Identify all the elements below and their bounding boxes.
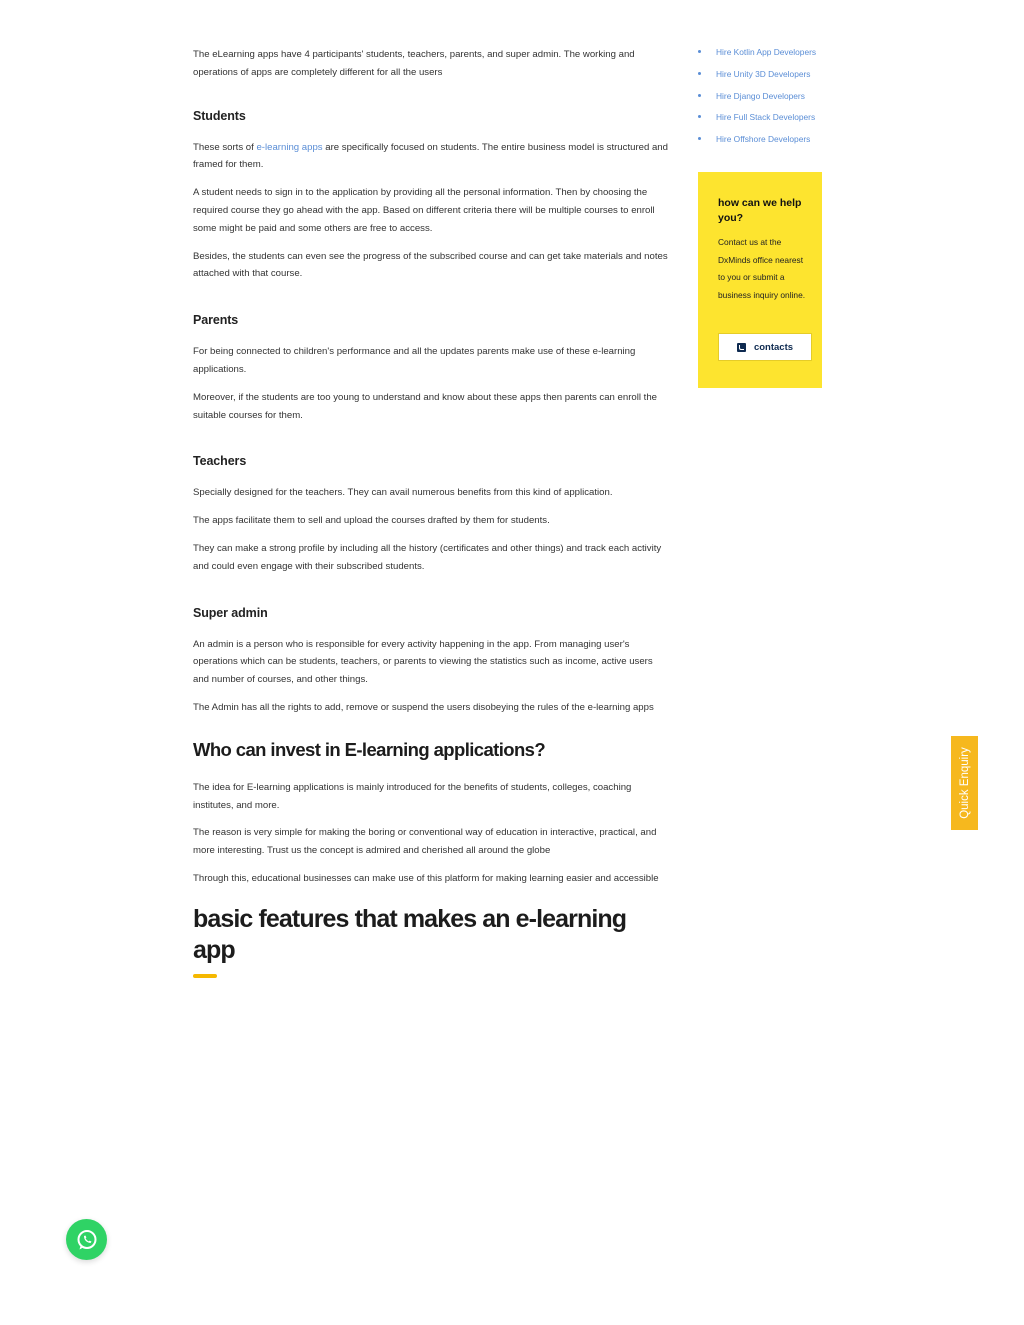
students-heading: Students — [193, 108, 246, 123]
sidebar-link-offshore[interactable]: Hire Offshore Developers — [698, 133, 824, 145]
invest-paragraph-3: Through this, educational businesses can make use of this platform for making learning easier and accessible — [193, 872, 659, 884]
contacts-button-label: contacts — [753, 341, 794, 353]
students-paragraph-1 — [193, 139, 668, 175]
help-text: Contact us at the DxMinds office nearest to you or submit a business inquiry online. — [718, 237, 806, 300]
phone-book-icon — [737, 343, 746, 352]
students-p1-text-after: are specifically focused on students. The entire business model is structured and framed for them. — [193, 141, 668, 171]
sidebar-link-django[interactable]: Hire Django Developers — [698, 90, 824, 102]
heading-underline — [193, 974, 217, 978]
intro-paragraph: The eLearning apps have 4 participants' students, teachers, parents, and super admin. The working and operations of apps are completely different for all the users — [193, 49, 635, 78]
whatsapp-button[interactable] — [66, 1219, 107, 1260]
sidebar — [698, 46, 824, 353]
help-title: how can we help you? — [718, 197, 802, 224]
hire-links-list — [698, 46, 824, 145]
super-admin-paragraph-2: The Admin has all the rights to add, remove or suspend the users disobeying the rules of the e-learning apps — [193, 701, 654, 713]
sidebar-link-full-stack[interactable]: Hire Full Stack Developers — [698, 111, 824, 123]
students-p1-text: These sorts of — [193, 141, 257, 153]
whatsapp-icon — [75, 1228, 99, 1252]
teachers-paragraph-2: The apps facilitate them to sell and upload the courses drafted by them for students. — [193, 515, 550, 527]
elearning-apps-link[interactable]: e-learning apps — [256, 141, 323, 153]
teachers-paragraph-3: They can make a strong profile by including all the history (certificates and other things) and track each activity and could even engage with their subscribed students. — [193, 542, 662, 572]
quick-enquiry-tab[interactable] — [951, 736, 978, 830]
invest-paragraph-1: The idea for E-learning applications is mainly introduced for the benefits of students, colleges, coaching institutes, and more. — [193, 781, 632, 811]
parents-heading: Parents — [193, 313, 239, 328]
teachers-paragraph-1: Specially designed for the teachers. They can avail numerous benefits from this kind of application. — [193, 487, 613, 499]
sidebar-link-unity[interactable]: Hire Unity 3D Developers — [698, 68, 824, 80]
features-heading: basic features that makes an e-learning app — [193, 904, 627, 964]
help-box — [698, 172, 822, 388]
super-admin-heading: Super admin — [193, 605, 268, 620]
students-paragraph-2: A student needs to sign in to the application by providing all the personal information. Then by choosing the required course they go ahead with the app. Based on different criteria there will be multiple courses to enroll some might be paid and some others are free to access. — [193, 187, 655, 234]
students-paragraph-3: Besides, the students can even see the progress of the subscribed course and can get take materials and notes attached with that course. — [193, 250, 668, 280]
quick-enquiry-label: Quick Enquiry — [958, 747, 971, 819]
teachers-heading: Teachers — [193, 454, 247, 469]
invest-paragraph-2: The reason is very simple for making the boring or conventional way of education in interactive, practical, and more interesting. Trust us the concept is admired and cherished all around the globe — [193, 827, 657, 857]
article-content — [193, 46, 668, 978]
super-admin-paragraph-1: An admin is a person who is responsible for every activity happening in the app. From managing user's operations which can be students, teachers, or parents to viewing the statistics such as income, active users and number of courses, and other things. — [193, 638, 653, 686]
invest-heading: Who can invest in E-learning applications? — [193, 738, 546, 760]
parents-paragraph-2: Moreover, if the students are too young to understand and know about these apps then parents can enroll the suitable courses for them. — [193, 391, 658, 421]
contacts-button[interactable] — [718, 333, 812, 361]
sidebar-link-kotlin[interactable]: Hire Kotlin App Developers — [698, 46, 824, 58]
parents-paragraph-1: For being connected to children's performance and all the updates parents make use of these e-learning applications. — [193, 346, 636, 375]
